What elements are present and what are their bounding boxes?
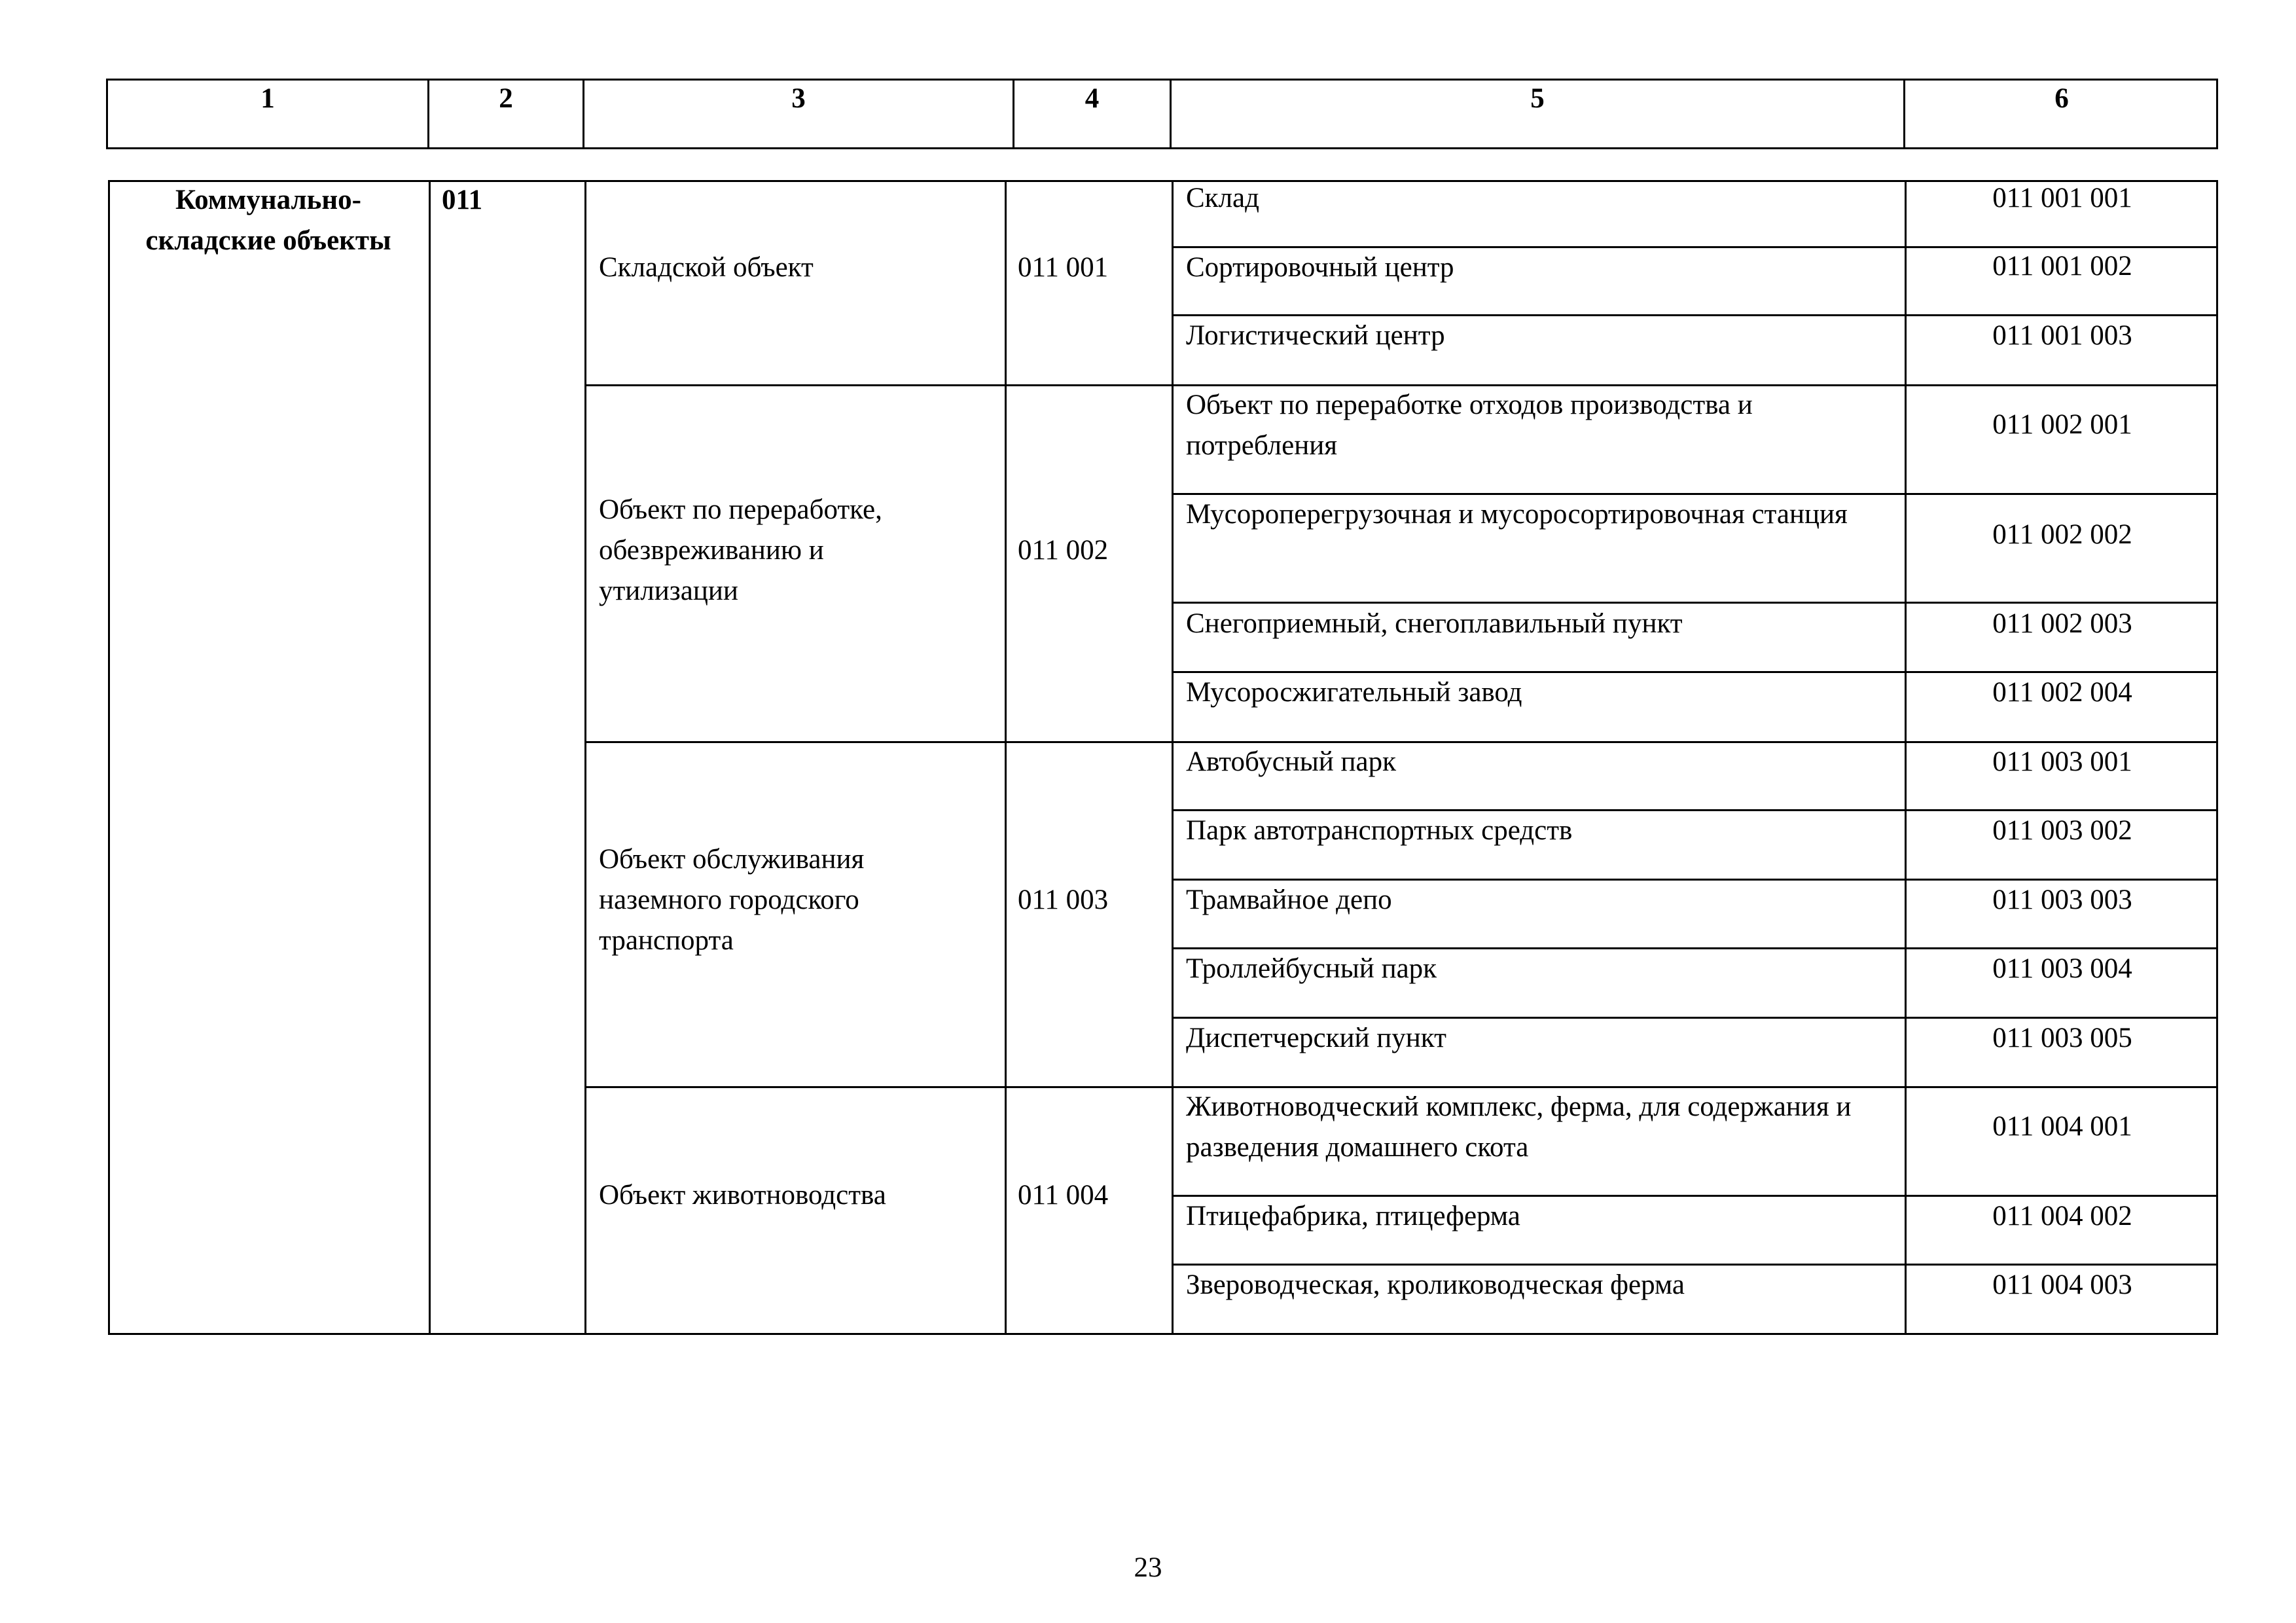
item-code: 011 002 003 bbox=[1992, 608, 2132, 639]
item-code: 011 001 001 bbox=[1992, 183, 2132, 213]
item-name: Мусороперегрузочная и мусоросортировочная станция bbox=[1186, 499, 1848, 530]
item-name: Логистический центр bbox=[1186, 320, 1445, 351]
subgroup-name: Складской объект bbox=[599, 252, 814, 283]
column-number-5: 5 bbox=[1530, 83, 1545, 114]
column-number-3: 3 bbox=[791, 83, 806, 114]
group-code: 011 bbox=[442, 185, 483, 215]
column-number-2: 2 bbox=[499, 83, 513, 114]
item-code: 011 001 003 bbox=[1992, 320, 2132, 351]
item-code: 011 004 003 bbox=[1992, 1269, 2132, 1300]
column-number-4: 4 bbox=[1085, 83, 1100, 114]
item-code: 011 002 002 bbox=[1992, 519, 2132, 550]
item-code: 011 002 001 bbox=[1992, 409, 2132, 440]
item-code: 011 003 004 bbox=[1992, 953, 2132, 984]
column-number-1: 1 bbox=[260, 83, 275, 114]
item-name: Объект по переработке отходов производства и потребления bbox=[1186, 390, 1760, 461]
item-name: Автобусный парк bbox=[1186, 746, 1396, 777]
subgroup-code: 011 002 bbox=[1018, 535, 1109, 566]
item-name: Снегоприемный, снегоплавильный пункт bbox=[1186, 608, 1683, 639]
item-name: Склад bbox=[1186, 183, 1259, 213]
item-code: 011 003 001 bbox=[1992, 746, 2132, 777]
subgroup-code: 011 001 bbox=[1018, 252, 1109, 283]
item-code: 011 004 001 bbox=[1992, 1111, 2132, 1142]
item-code: 011 003 005 bbox=[1992, 1023, 2132, 1053]
item-name: Троллейбусный парк bbox=[1186, 953, 1437, 984]
subgroup-code: 011 004 bbox=[1018, 1180, 1109, 1211]
item-name: Животноводческий комплекс, ферма, для содержания и разведения домашнего скота bbox=[1186, 1091, 1859, 1163]
item-code: 011 003 003 bbox=[1992, 884, 2132, 915]
item-name: Звероводческая, кролиководческая ферма bbox=[1186, 1269, 1685, 1300]
item-name: Парк автотранспортных средств bbox=[1186, 815, 1573, 846]
item-name: Диспетчерский пункт bbox=[1186, 1023, 1446, 1053]
item-code: 011 001 002 bbox=[1992, 251, 2132, 282]
item-code: 011 002 004 bbox=[1992, 677, 2132, 708]
subgroup-name: Объект животноводства bbox=[599, 1180, 886, 1211]
subgroup-name: Объект по переработке, обезвреживанию и утилизации bbox=[599, 494, 889, 606]
group-name: Коммунально-складские объекты bbox=[145, 185, 391, 256]
item-name: Птицефабрика, птицеферма bbox=[1186, 1201, 1520, 1231]
item-name: Мусоросжигательный завод bbox=[1186, 677, 1522, 708]
item-name: Трамвайное депо bbox=[1186, 884, 1392, 915]
item-code: 011 003 002 bbox=[1992, 815, 2132, 846]
page-number: 23 bbox=[1134, 1552, 1162, 1583]
item-code: 011 004 002 bbox=[1992, 1201, 2132, 1231]
item-name: Сортировочный центр bbox=[1186, 252, 1454, 283]
subgroup-code: 011 003 bbox=[1018, 884, 1109, 915]
classification-table bbox=[108, 180, 2218, 1335]
column-number-6: 6 bbox=[2054, 83, 2069, 114]
subgroup-name: Объект обслуживания наземного городского транспорта bbox=[599, 844, 871, 956]
